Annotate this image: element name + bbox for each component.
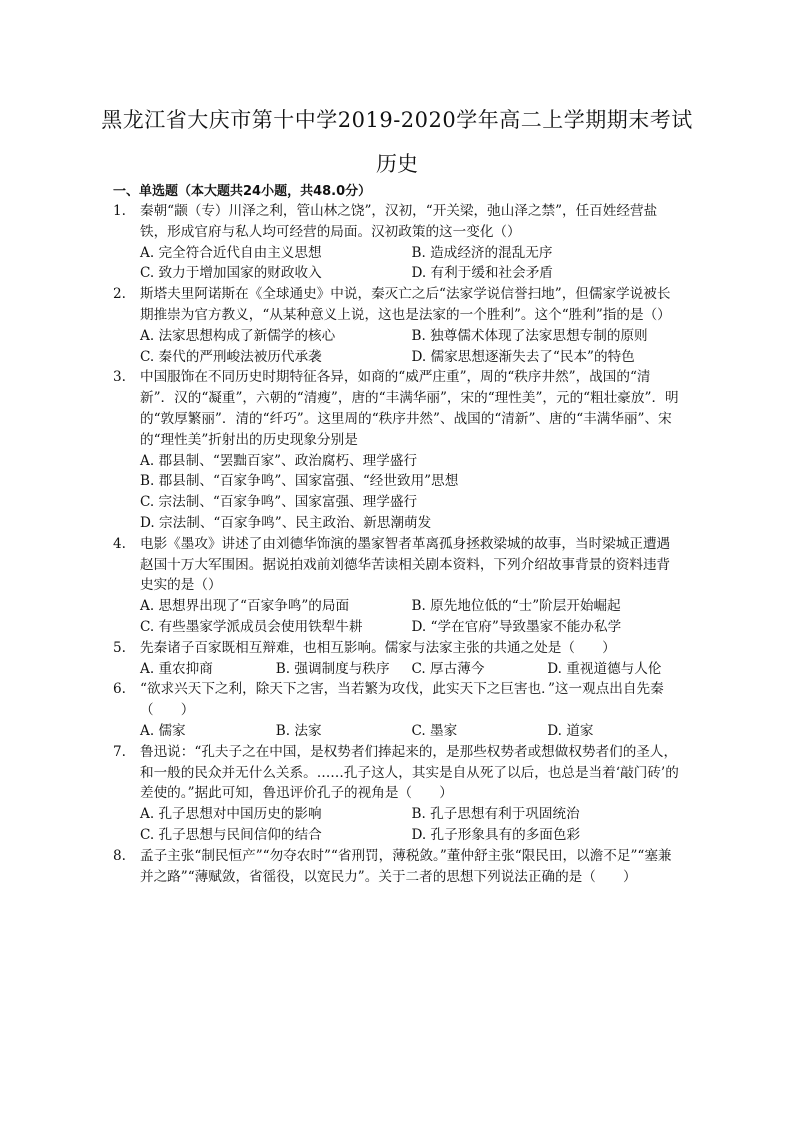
option-grid — [113, 263, 683, 284]
question-8 — [113, 846, 683, 888]
question-number: 3. — [113, 369, 126, 386]
option-c[interactable]: C. 孔子思想与民间信仰的结合 — [140, 826, 322, 843]
option-a[interactable]: A. 重农抑商 — [140, 660, 213, 677]
option-d[interactable]: D. 孔子形象具有的多面色彩 — [411, 826, 581, 843]
option-grid — [113, 659, 683, 680]
question-number: 6. — [113, 681, 126, 698]
option-grid — [113, 243, 683, 264]
option-a[interactable]: A. 思想界出现了“百家争鸣”的局面 — [140, 598, 350, 615]
question-stem: 先秦诸子百家既相互辩难，也相互影响。儒家与法家主张的共通之处是（ ） — [140, 639, 616, 656]
option-d[interactable]: D. 重视道德与人伦 — [547, 660, 662, 677]
option-grid — [113, 804, 683, 825]
question-5 — [113, 638, 683, 680]
option-a[interactable]: A. 儒家 — [140, 722, 186, 739]
option-b[interactable]: B. 独尊儒术体现了法家思想专制的原则 — [411, 327, 648, 344]
question-4 — [113, 534, 683, 638]
question-stem: 孟子主张“制民恒产”“勿夺农时”“省刑罚，薄税敛。”董仲舒主张“限民田，以澹不足”“塞兼并之路”“薄赋敛，省徭役，以宽民力”。关于二者的思想下列说法正确的是（ ） — [140, 847, 672, 885]
question-stem: 斯塔夫里阿诺斯在《全球通史》中说，秦灭亡之后“法家学说信誉扫地”，但儒家学说被长期推崇为官方教义，“从某种意义上说，这也是法家的一个胜利”。这个“胜利”指的是（） — [140, 286, 671, 323]
option-grid — [113, 326, 683, 347]
option-d[interactable]: D. 有利于缓和社会矛盾 — [411, 265, 553, 282]
option-grid — [113, 721, 683, 742]
question-6 — [113, 679, 683, 741]
option-c[interactable]: C. 宗法制、“百家争鸣”、国家富强、理学盛行 — [140, 494, 418, 511]
question-number: 2. — [113, 286, 126, 303]
question-stem: 中国服饰在不同历史时期特征各异，如商的“威严庄重”，周的“秩序井然”，战国的“清新”．汉的“凝重”，六朝的“清瘦”，唐的“丰满华丽”，宋的“理性美”，元的“粗壮豪放”．明的“敦厚繁丽”．清的“纤巧”。这里周的“秩序井然”、战国的“清新”、唐的“丰满华丽”、宋的“理性美”折射出的历史现象分别是 — [140, 369, 679, 448]
question-2 — [113, 284, 683, 367]
option-c[interactable]: C. 厚古薄今 — [411, 660, 485, 677]
question-number: 1. — [113, 203, 126, 219]
question-stem: “欲求兴天下之利，除天下之害，当若繁为攻伐，此实天下之巨害也．”这一观点出自先秦（ ） — [140, 681, 664, 719]
question-stem: 电影《墨攻》讲述了由刘德华饰演的墨家智者革离孤身拯救梁城的故事，当时梁城正遭遇赵国十万大军围困。据说拍戏前刘德华苦读相关剧本资料，下列介绍故事背景的资料违背史实的是（） — [140, 535, 671, 594]
question-1 — [113, 201, 683, 284]
option-c[interactable]: C. 墨家 — [411, 722, 458, 739]
option-d[interactable]: D. “学在官府”导致墨家不能办私学 — [411, 618, 622, 635]
option-c[interactable]: C. 致力于增加国家的财政收入 — [140, 265, 322, 282]
option-a[interactable]: A. 法家思想构成了新儒学的核心 — [140, 327, 336, 344]
option-d[interactable]: D. 儒家思想逐渐失去了“民本”的特色 — [411, 348, 635, 365]
page-title: 黑龙江省大庆市第十中学2019-2020学年高二上学期期末考试 — [101, 108, 693, 132]
option-grid — [113, 825, 683, 846]
option-d[interactable]: D. 宗法制、“百家争鸣”、民主政治、新思潮萌发 — [140, 514, 432, 531]
page-subtitle: 历史 — [376, 152, 418, 176]
option-b[interactable]: B. 孔子思想有利于巩固统治 — [411, 806, 580, 823]
option-c[interactable]: C. 有些墨家学派成员会使用铁犁牛耕 — [140, 618, 363, 635]
option-grid — [113, 596, 683, 617]
question-7 — [113, 742, 683, 846]
option-a[interactable]: A. 完全符合近代自由主义思想 — [140, 244, 322, 261]
question-stem: 秦朝“颛（专）川泽之利，管山林之饶”，汉初，“开关梁，弛山泽之禁”，任百姓经营盐铁，形成官府与私人均可经营的局面。汉初政策的这一变化（） — [140, 203, 658, 240]
question-number: 5. — [113, 639, 126, 656]
question-3 — [113, 367, 683, 533]
question-stem: 鲁迅说：“孔夫子之在中国，是权势者们捧起来的，是那些权势者或想做权势者们的圣人，和一般的民众并无什么关系。……孔子这人，其实是自从死了以后，也总是当着‘敲门砖’的差使的。”据此可知，鲁迅评价孔子的视角是（ ） — [140, 743, 679, 802]
option-a[interactable]: A. 郡县制、“罢黜百家”、政治腐朽、理学盛行 — [140, 452, 418, 469]
question-list — [113, 201, 683, 887]
option-a[interactable]: A. 孔子思想对中国历史的影响 — [140, 806, 322, 823]
section-heading: 一、单选题（本大题共24小题，共48.0分） — [113, 184, 372, 199]
question-number: 8. — [113, 847, 126, 864]
option-grid — [113, 617, 683, 638]
option-b[interactable]: B. 强调制度与秩序 — [275, 660, 390, 677]
option-b[interactable]: B. 原先地位低的“士”阶层开始崛起 — [411, 598, 621, 615]
option-b[interactable]: B. 法家 — [275, 722, 322, 739]
option-c[interactable]: C. 秦代的严刑峻法被历代承袭 — [140, 348, 322, 365]
question-number: 7. — [113, 743, 126, 760]
question-number: 4. — [113, 535, 126, 552]
option-d[interactable]: D. 道家 — [547, 722, 594, 739]
option-b[interactable]: B. 造成经济的混乱无序 — [411, 244, 553, 261]
option-b[interactable]: B. 郡县制、“百家争鸣”、国家富强、“经世致用”思想 — [140, 473, 459, 490]
option-grid — [113, 347, 683, 368]
